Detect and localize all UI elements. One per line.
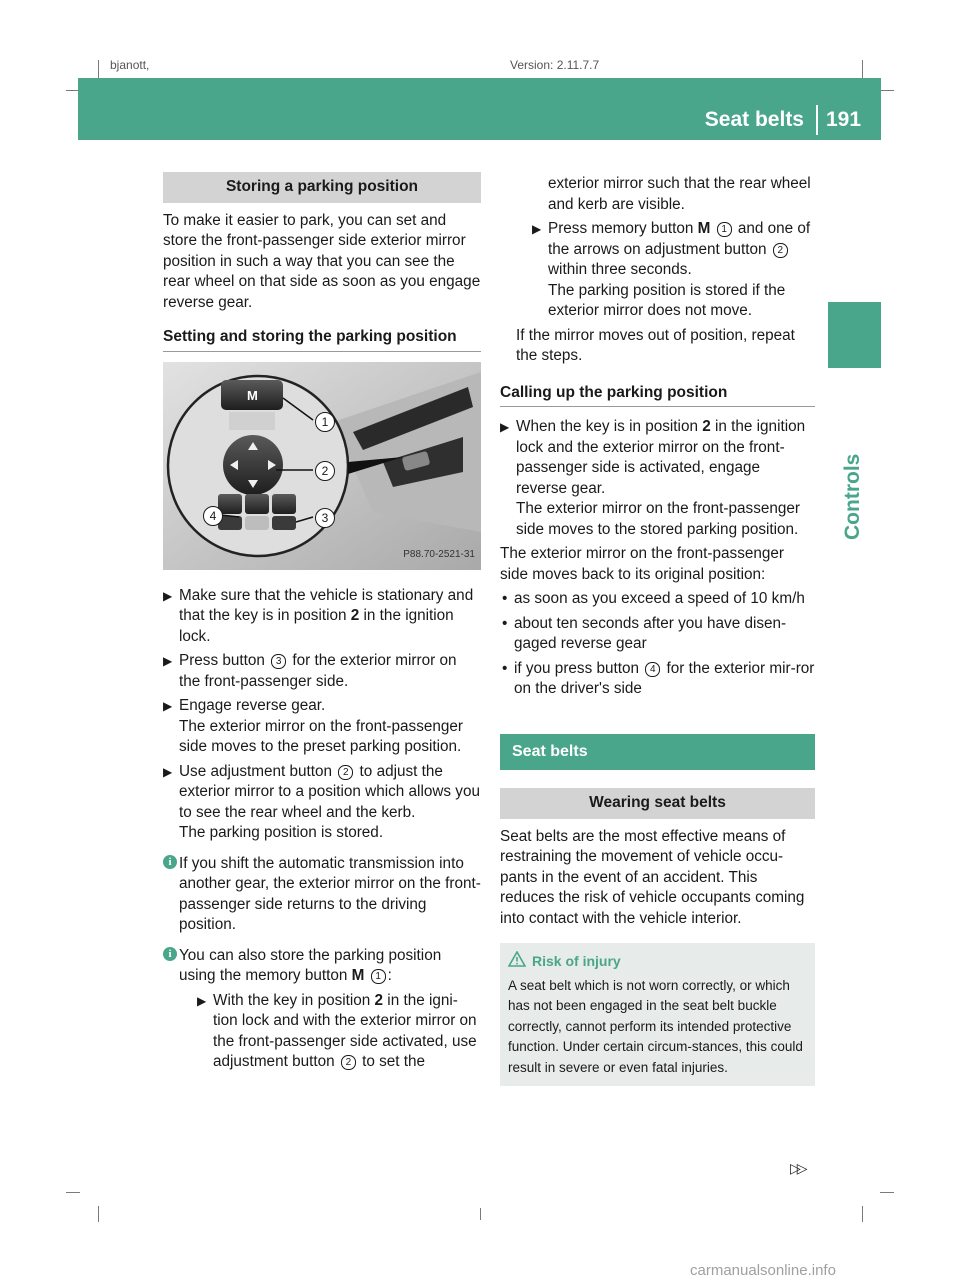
crop-mark bbox=[862, 1206, 863, 1222]
list-item: • as soon as you exceed a speed of 10 km/h bbox=[502, 590, 805, 607]
left-column bbox=[163, 172, 481, 1073]
step-item: ▶ Use adjustment button 2 to adjust the exterior mirror to a position which allows you to see the rear wheel and the kerb. The parking position is stored. bbox=[163, 762, 480, 841]
list-item: • about ten seconds after you have disen-gaged reverse gear bbox=[502, 614, 787, 652]
print-mark-right: Version: 2.11.7.7 bbox=[510, 58, 600, 72]
info-note: i If you shift the automatic transmission into another gear, the exterior mirror on the front-passenger side returns to the driving position. bbox=[163, 854, 481, 936]
info-icon: i bbox=[163, 855, 177, 869]
step-item: ▶ Press button 3 for the exterior mirror on the front-passenger side. bbox=[163, 652, 457, 690]
moves-back-text: The exterior mirror on the front-passenger side moves back to its original position: bbox=[500, 545, 784, 583]
info-note: i You can also store the parking position using the memory button M 1 : bbox=[163, 946, 481, 987]
crop-mark bbox=[66, 1192, 80, 1193]
subheading: Setting and storing the parking position bbox=[163, 327, 481, 352]
callout-2: 2 bbox=[315, 461, 335, 481]
warning-text: A seat belt which is not worn correctly, or which has not been engaged in the seat belt buckle correctly, cannot perform its intended protective function. Under certain circum-stances, this could result in severe or even fatal injuries. bbox=[508, 977, 803, 1075]
callout-4: 4 bbox=[203, 506, 223, 526]
step-arrow-icon: ▶ bbox=[163, 699, 173, 713]
step-item: ▶ Press memory button M 1 and one of the arrows on adjustment button 2 within three seconds. The parking position is stored if the exterior mirror does not move. bbox=[532, 220, 811, 319]
side-tab bbox=[828, 302, 881, 368]
callout-3: 3 bbox=[315, 508, 335, 528]
crop-mark bbox=[862, 60, 863, 80]
step-arrow-icon: ▶ bbox=[500, 420, 510, 434]
right-column bbox=[500, 174, 815, 1086]
list-item: • if you press button 4 for the exterior mir-ror on the driver's side bbox=[502, 659, 815, 697]
step-item: ▶ Make sure that the vehicle is stationary and that the key is in position 2 in the ignition lock. bbox=[163, 586, 474, 645]
subheading: Calling up the parking position bbox=[500, 383, 815, 408]
step-item: ▶ When the key is in position 2 in the ignition lock and the exterior mirror on the front-passenger side is activated, engage reverse gear. The exterior mirror on the front-passenger side moves to the stored parking position. bbox=[500, 418, 806, 538]
next-page-icon: ▷▷ bbox=[790, 1160, 804, 1176]
crop-mark bbox=[98, 1206, 99, 1222]
callout-ref: 2 bbox=[341, 1055, 356, 1070]
info-icon: i bbox=[163, 947, 177, 961]
repeat-note: If the mirror moves out of position, repeat the steps. bbox=[516, 326, 795, 364]
section-title: Storing a parking position bbox=[163, 172, 481, 203]
callout-ref: 1 bbox=[371, 969, 386, 984]
step-item: ▶ Engage reverse gear. The exterior mirror on the front-passenger side moves to the preset parking position. bbox=[163, 697, 463, 755]
callout-1: 1 bbox=[315, 412, 335, 432]
crop-mark bbox=[880, 1192, 894, 1193]
step-arrow-icon: ▶ bbox=[163, 588, 173, 603]
step-item: ▶ With the key in position 2 in the igni-tion lock and with the exterior mirror on the front-passenger side activated, use adjustment button 2 to set the bbox=[197, 991, 477, 1070]
callout-ref: 1 bbox=[717, 222, 732, 237]
step-arrow-icon: ▶ bbox=[163, 764, 173, 779]
step-arrow-icon: ▶ bbox=[532, 222, 542, 236]
step-arrow-icon: ▶ bbox=[163, 654, 173, 668]
watermark: carmanualsonline.info bbox=[690, 1262, 836, 1279]
intro-paragraph: To make it easier to park, you can set and store the front-passenger side exterior mirror position in such a way that you can see the rear wheel on that side as soon as you engage reverse gear. bbox=[163, 211, 481, 311]
callout-ref: 3 bbox=[271, 654, 286, 669]
crop-mark bbox=[480, 1208, 481, 1220]
crop-mark bbox=[880, 90, 894, 91]
seat-belt-paragraph: Seat belts are the most effective means of restraining the movement of vehicle occu-pants in the event of an accident. This reduces the risk of vehicle occupants coming into contact with the vehicle interior. bbox=[500, 827, 805, 927]
header-separator bbox=[816, 105, 818, 135]
button-m-label: M bbox=[247, 387, 258, 403]
header-title: Seat belts bbox=[704, 108, 804, 131]
section-title-green: Seat belts bbox=[500, 734, 815, 771]
warning-title: Risk of injury bbox=[508, 951, 809, 972]
warning-box bbox=[500, 943, 815, 1086]
print-mark-left: bjanott, bbox=[110, 58, 150, 72]
section-title-gray: Wearing seat belts bbox=[500, 788, 815, 819]
side-tab-label: Controls bbox=[841, 453, 864, 540]
callout-ref: 4 bbox=[645, 662, 660, 677]
mirror-control-figure bbox=[163, 362, 481, 570]
warning-icon bbox=[508, 951, 526, 967]
callout-ref: 2 bbox=[773, 243, 788, 258]
figure-reference: P88.70-2521-31 bbox=[403, 549, 475, 560]
continued-text: exterior mirror such that the rear wheel and kerb are visible. bbox=[548, 175, 811, 213]
page-number: 191 bbox=[826, 108, 862, 131]
crop-mark bbox=[98, 60, 99, 80]
step-arrow-icon: ▶ bbox=[197, 993, 207, 1008]
callout-ref: 2 bbox=[338, 765, 353, 780]
